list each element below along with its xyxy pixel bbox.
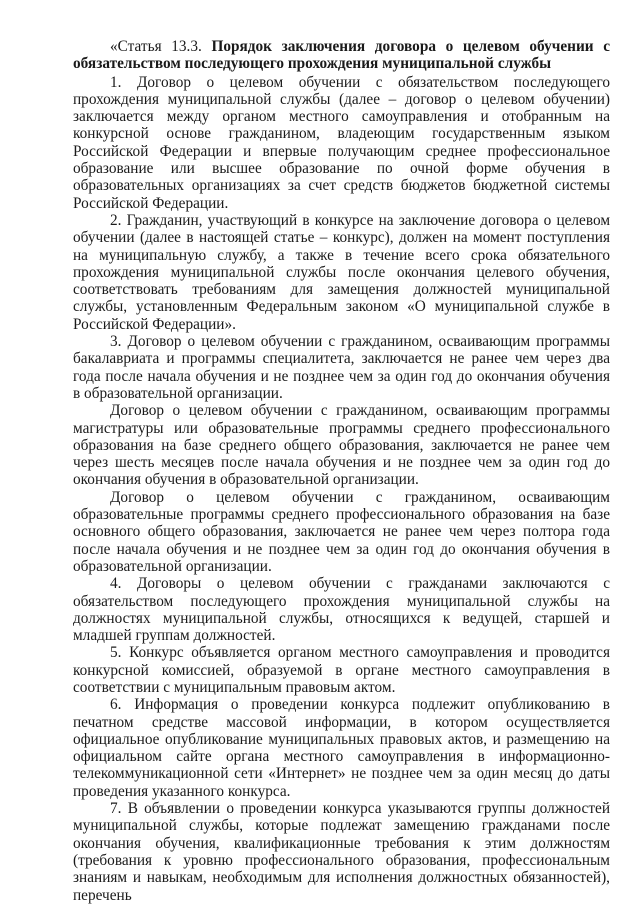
paragraph-1: 1. Договор о целевом обучении с обязательством последующего прохождения муниципальной службы (далее – договор о целевом обучении) заключается между органом местного самоуправления и отобранным на конкурсной основе гражданином, владеющим государственным языком Российской Федерации и впервые получающим среднее профессиональное образование или высшее образование по очной форме обучения в образовательных организациях за счет средств бюджетов бюджетной системы Российской Федерации.: [73, 73, 610, 212]
paragraph-6: 6. Информация о проведении конкурса подлежит опубликованию в печатном средстве массовой информации, в котором осуществляется официальное опубликование муниципальных правовых актов, и размещению на официальном сайте органа местного самоуправления в информационно-телекоммуникационной сети «Интернет» не позднее чем за один месяц до даты проведения указанного конкурса.: [73, 696, 610, 800]
paragraph-4: 4. Договоры о целевом обучении с гражданами заключаются с обязательством последующего прохождения муниципальной службы на должностях муниципальной службы, относящихся к ведущей, старшей и младшей группам должностей.: [73, 575, 610, 645]
article-heading: [73, 38, 610, 73]
paragraph-3-second: Договор о целевом обучении с гражданином, осваивающим программы магистратуры или образовательные программы среднего профессионального образования на базе среднего общего образования, заключается не ранее чем через шесть месяцев после начала обучения и не позднее чем за один год до окончания обучения в образовательной организации.: [73, 402, 610, 489]
paragraph-5: 5. Конкурс объявляется органом местного самоуправления и проводится конкурсной комиссией, образуемой в органе местного самоуправления в соответствии с муниципальным правовым актом.: [73, 644, 610, 696]
article-title: Порядок заключения договора о целевом обучении с обязательством последующего прохождения муниципальной службы: [73, 38, 610, 73]
paragraph-2: 2. Гражданин, участвующий в конкурсе на заключение договора о целевом обучении (далее в настоящей статье – конкурс), должен на момент поступления на муниципальную службу, а также в течение всего срока обязательного прохождения муниципальной службы после окончания целевого обучения, соответствовать требованиям для замещения должностей муниципальной службы, установленным Федеральным законом «О муниципальной службе в Российской Федерации».: [73, 211, 610, 333]
paragraph-7: 7. В объявлении о проведении конкурса указываются группы должностей муниципальной службы, которые подлежат замещению гражданами после окончания обучения, квалификационные требования к этим должностям (требования к уровню профессионального образования, профессиональным знаниям и навыкам, необходимым для исполнения должностных обязанностей), перечень: [73, 800, 610, 904]
paragraph-3-third: Договор о целевом обучении с гражданином, осваивающим образовательные программы среднего профессионального образования на базе основного общего образования, заключается не ранее чем через полтора года после начала обучения и не позднее чем за один год до окончания обучения в образовательной организации.: [73, 488, 610, 575]
paragraph-3: 3. Договор о целевом обучении с гражданином, осваивающим программы бакалавриата и программы специалитета, заключается не ранее чем через два года после начала обучения и не позднее чем за один год до окончания обучения в образовательной организации.: [73, 333, 610, 402]
article-number: «Статья 13.3.: [110, 38, 212, 55]
